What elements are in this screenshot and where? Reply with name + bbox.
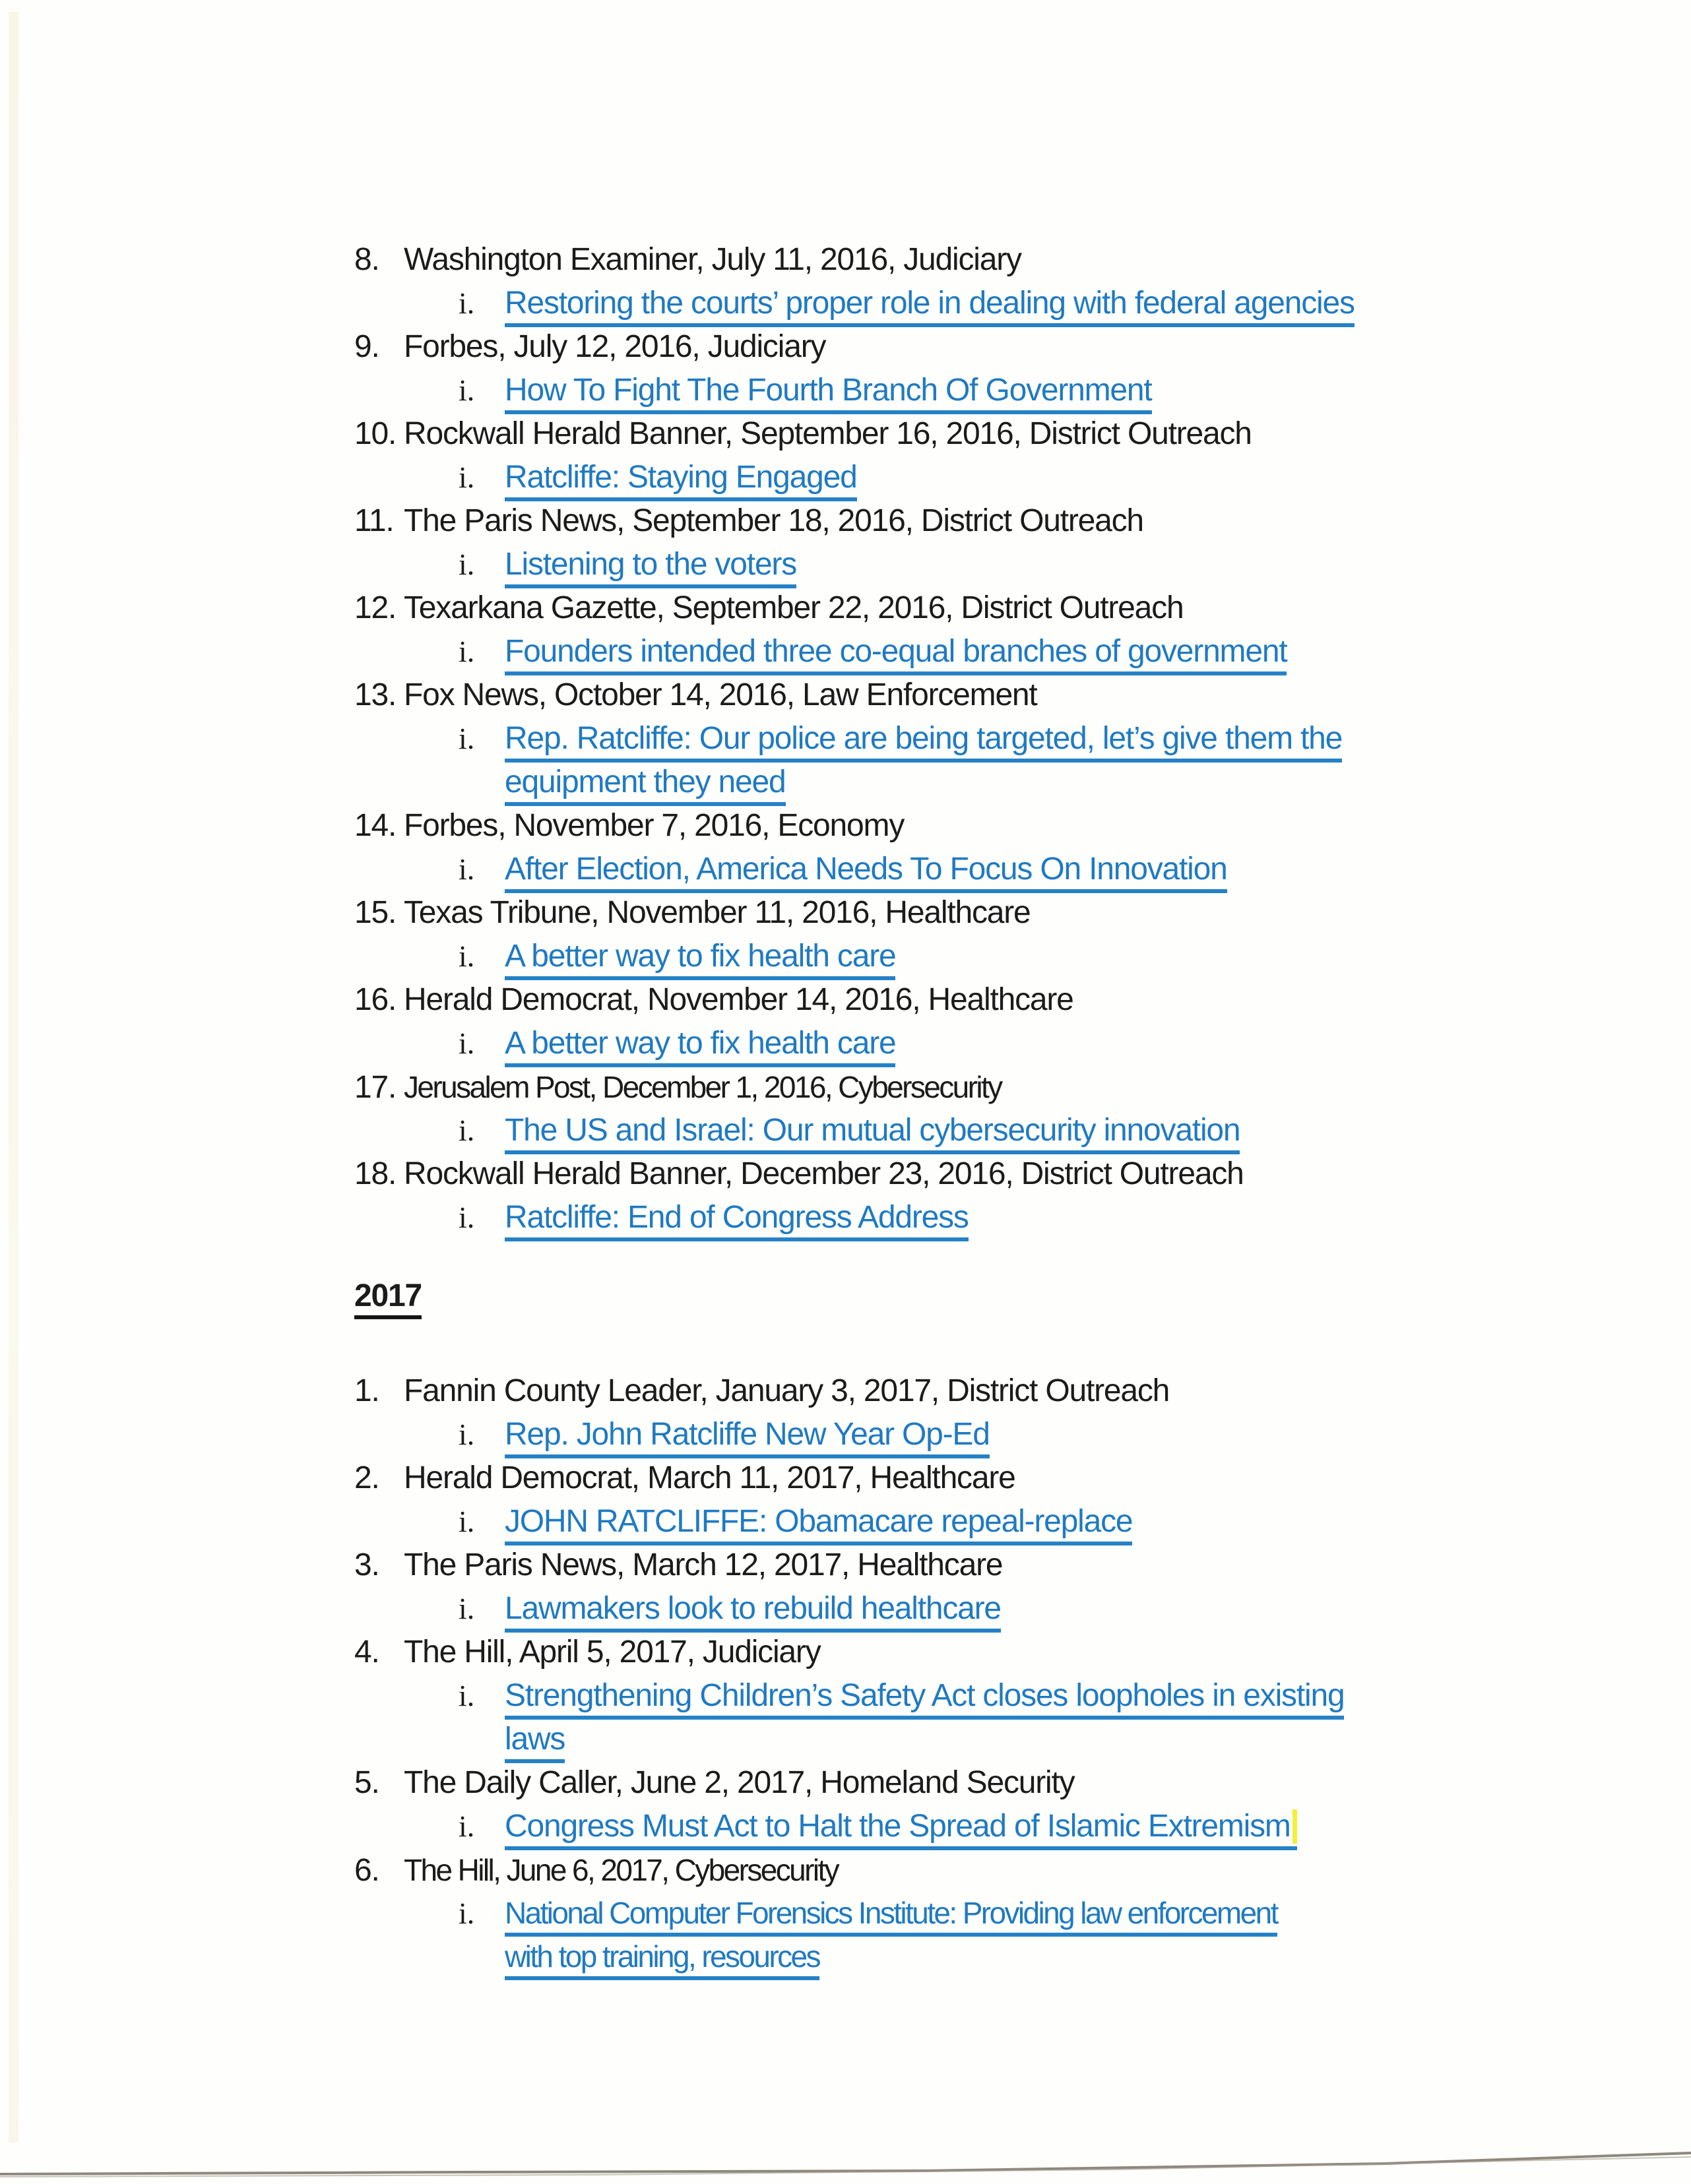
item-line [354, 499, 1575, 543]
item-line [354, 238, 1575, 282]
sub-item-marker: i. [459, 460, 475, 494]
article-link[interactable]: National Computer Forensics Institute: Providing law enforcement [505, 1895, 1277, 1937]
sub-item [459, 1022, 1575, 1065]
article-link-line [505, 1109, 1240, 1152]
article-link[interactable]: Founders intended three co-equal branches of government [505, 634, 1287, 675]
sub-item-marker: i. [459, 373, 475, 407]
sub-item-marker: i. [459, 1896, 475, 1930]
sub-item [459, 1109, 1575, 1152]
article-link[interactable]: Lawmakers look to rebuild healthcare [505, 1591, 1001, 1633]
article-link-line [505, 1196, 969, 1239]
item-source-line: Herald Democrat, March 11, 2017, Healthcare [404, 1460, 1015, 1495]
article-link[interactable]: Listening to the voters [505, 547, 796, 588]
highlight-mark [1292, 1809, 1297, 1844]
article-link[interactable]: Restoring the courts’ proper role in dealing with federal agencies [505, 286, 1355, 327]
list-item [354, 1152, 1575, 1239]
item-line [354, 891, 1575, 935]
article-link[interactable]: Rep. Ratcliffe: Our police are being targeted, let’s give them the [505, 721, 1342, 763]
item-line [354, 412, 1575, 456]
list-item [354, 673, 1575, 804]
list-item [354, 804, 1575, 891]
item-number: 1. [354, 1373, 379, 1408]
item-line [354, 1065, 1575, 1109]
article-link[interactable]: Ratcliffe: End of Congress Address [505, 1200, 969, 1241]
item-number: 8. [354, 242, 379, 277]
item-line [354, 1152, 1575, 1196]
sub-item [459, 456, 1575, 499]
sub-item [459, 543, 1575, 586]
item-source-line: Herald Democrat, November 14, 2016, Healthcare [404, 982, 1073, 1017]
link-lines [505, 1500, 1132, 1544]
item-number: 3. [354, 1547, 379, 1582]
item-source-line: The Hill, June 6, 2017, Cybersecurity [404, 1853, 839, 1887]
item-source-line: Forbes, July 12, 2016, Judiciary [404, 329, 826, 364]
list-item [354, 1544, 1575, 1631]
sub-item [459, 1587, 1575, 1631]
article-link-line [505, 1674, 1344, 1718]
item-number: 18. [354, 1156, 397, 1191]
article-link[interactable]: with top training, resources [505, 1939, 819, 1980]
article-link[interactable]: Rep. John Ratcliffe New Year Op-Ed [505, 1417, 990, 1458]
sub-item [459, 1196, 1575, 1239]
sub-item [459, 1500, 1575, 1544]
article-link-line [505, 1413, 990, 1456]
item-source-line: The Hill, April 5, 2017, Judiciary [404, 1635, 821, 1669]
item-line [354, 1761, 1575, 1805]
article-link-line [505, 848, 1227, 891]
article-link[interactable]: After Election, America Needs To Focus On Innovation [505, 852, 1227, 893]
link-lines [505, 1892, 1277, 1979]
sub-item-marker: i. [459, 1026, 475, 1060]
link-lines [505, 1805, 1297, 1848]
item-line [354, 586, 1575, 630]
list-item [354, 1631, 1575, 1761]
list-item [354, 499, 1575, 586]
section-heading-row [354, 1274, 1575, 1318]
list-item [354, 1456, 1575, 1544]
link-lines [505, 543, 796, 586]
item-source-line: Texas Tribune, November 11, 2016, Healthcare [404, 895, 1031, 930]
sub-item-marker: i. [459, 852, 475, 886]
item-line [354, 1369, 1575, 1413]
scan-bottom-edge-line [0, 2137, 1691, 2183]
section-heading: 2017 [354, 1278, 422, 1319]
link-lines [505, 1674, 1344, 1761]
sub-item [459, 369, 1575, 412]
item-source-line: Fox News, October 14, 2016, Law Enforcement [404, 677, 1037, 712]
article-link-line [505, 282, 1355, 325]
link-lines [505, 456, 857, 499]
list-item [354, 412, 1575, 499]
article-link-line [505, 1718, 1344, 1761]
list-item [354, 1848, 1575, 1979]
article-link[interactable]: laws [505, 1722, 565, 1763]
item-number: 17. [354, 1070, 397, 1105]
article-link-line [505, 717, 1342, 761]
article-link-line [505, 1892, 1277, 1935]
link-lines [505, 1022, 895, 1065]
item-line [354, 1456, 1575, 1500]
article-link-line [505, 1500, 1132, 1544]
sub-item-marker: i. [459, 1809, 475, 1843]
sub-item-marker: i. [459, 1505, 475, 1538]
scan-edge-artifact [9, 12, 18, 2142]
item-number: 5. [354, 1765, 379, 1800]
sub-item [459, 1892, 1575, 1979]
item-source-line: Jerusalem Post, December 1, 2016, Cybersecurity [404, 1070, 1002, 1104]
item-source-line: Texarkana Gazette, September 22, 2016, District Outreach [404, 590, 1184, 625]
article-link-line [505, 935, 895, 978]
list-item [354, 238, 1575, 325]
link-lines [505, 935, 895, 978]
item-source-line: Fannin County Leader, January 3, 2017, District Outreach [404, 1373, 1170, 1408]
item-source-line: Washington Examiner, July 11, 2016, Judiciary [404, 242, 1021, 277]
sub-item [459, 630, 1575, 673]
list-item [354, 325, 1575, 412]
sub-item-marker: i. [459, 722, 475, 755]
article-link[interactable]: How To Fight The Fourth Branch Of Government [505, 373, 1152, 414]
article-link-line [505, 761, 1342, 804]
link-lines [505, 1413, 990, 1456]
list-item [354, 891, 1575, 978]
item-number: 11. [354, 503, 394, 538]
item-source-line: The Paris News, March 12, 2017, Healthcare [404, 1547, 1003, 1582]
link-lines [505, 1587, 1001, 1631]
item-number: 14. [354, 808, 397, 843]
article-link[interactable]: equipment they need [505, 764, 786, 806]
article-link[interactable]: A better way to fix health care [505, 1026, 895, 1067]
article-link[interactable]: Strengthening Children’s Safety Act closes loopholes in existing [505, 1678, 1344, 1720]
sub-item-marker: i. [459, 1679, 475, 1712]
item-line [354, 673, 1575, 717]
link-lines [505, 1196, 969, 1239]
article-link[interactable]: A better way to fix health care [505, 939, 895, 980]
link-lines [505, 717, 1342, 804]
article-link-line [505, 369, 1152, 412]
sub-item-marker: i. [459, 635, 475, 668]
item-line [354, 325, 1575, 369]
sub-item [459, 717, 1575, 804]
item-source-line: Forbes, November 7, 2016, Economy [404, 808, 905, 843]
sub-item-marker: i. [459, 547, 475, 581]
article-link[interactable]: Ratcliffe: Staying Engaged [505, 460, 857, 501]
item-source-line: The Paris News, September 18, 2016, District Outreach [404, 503, 1143, 538]
sub-item [459, 848, 1575, 891]
item-source-line: The Daily Caller, June 2, 2017, Homeland Security [404, 1765, 1075, 1800]
item-line [354, 1631, 1575, 1674]
sub-item-marker: i. [459, 1201, 475, 1234]
sub-item-marker: i. [459, 1113, 475, 1147]
link-lines [505, 369, 1152, 412]
article-link-line [505, 1587, 1001, 1631]
list-item [354, 586, 1575, 673]
list-item [354, 978, 1575, 1065]
item-number: 13. [354, 677, 397, 712]
item-line [354, 1848, 1575, 1892]
item-number: 4. [354, 1635, 379, 1669]
sub-item-marker: i. [459, 939, 475, 973]
article-link[interactable]: Congress Must Act to Halt the Spread of Islamic Extremism [505, 1809, 1297, 1850]
article-link[interactable]: The US and Israel: Our mutual cybersecurity innovation [505, 1113, 1240, 1154]
press-list [354, 238, 1575, 1979]
item-line [354, 978, 1575, 1022]
list-item [354, 1369, 1575, 1456]
list-item [354, 1761, 1575, 1848]
article-link[interactable]: JOHN RATCLIFFE: Obamacare repeal-replace [505, 1504, 1132, 1545]
link-lines [505, 282, 1355, 325]
article-link-line [505, 1022, 895, 1065]
item-source-line: Rockwall Herald Banner, September 16, 2016, District Outreach [404, 416, 1252, 451]
item-source-line: Rockwall Herald Banner, December 23, 2016, District Outreach [404, 1156, 1244, 1191]
sub-item [459, 935, 1575, 978]
item-number: 10. [354, 416, 397, 451]
article-link-line [505, 1935, 1277, 1979]
sub-item [459, 282, 1575, 325]
list-item [354, 1065, 1575, 1152]
link-lines [505, 630, 1287, 673]
item-number: 15. [354, 895, 397, 930]
sub-item [459, 1413, 1575, 1456]
sub-item-marker: i. [459, 1592, 475, 1625]
article-link-line [505, 456, 857, 499]
link-lines [505, 848, 1227, 891]
item-number: 2. [354, 1460, 379, 1495]
article-link-line [505, 630, 1287, 673]
sub-item [459, 1805, 1575, 1848]
item-number: 6. [354, 1853, 379, 1888]
item-line [354, 1544, 1575, 1587]
item-number: 12. [354, 590, 397, 625]
link-lines [505, 1109, 1240, 1152]
article-link-line [505, 1805, 1297, 1848]
item-line [354, 804, 1575, 848]
item-number: 16. [354, 982, 397, 1017]
sub-item [459, 1674, 1575, 1761]
item-number: 9. [354, 329, 379, 364]
sub-item-marker: i. [459, 286, 475, 320]
article-link-line [505, 543, 796, 586]
sub-item-marker: i. [459, 1418, 475, 1451]
